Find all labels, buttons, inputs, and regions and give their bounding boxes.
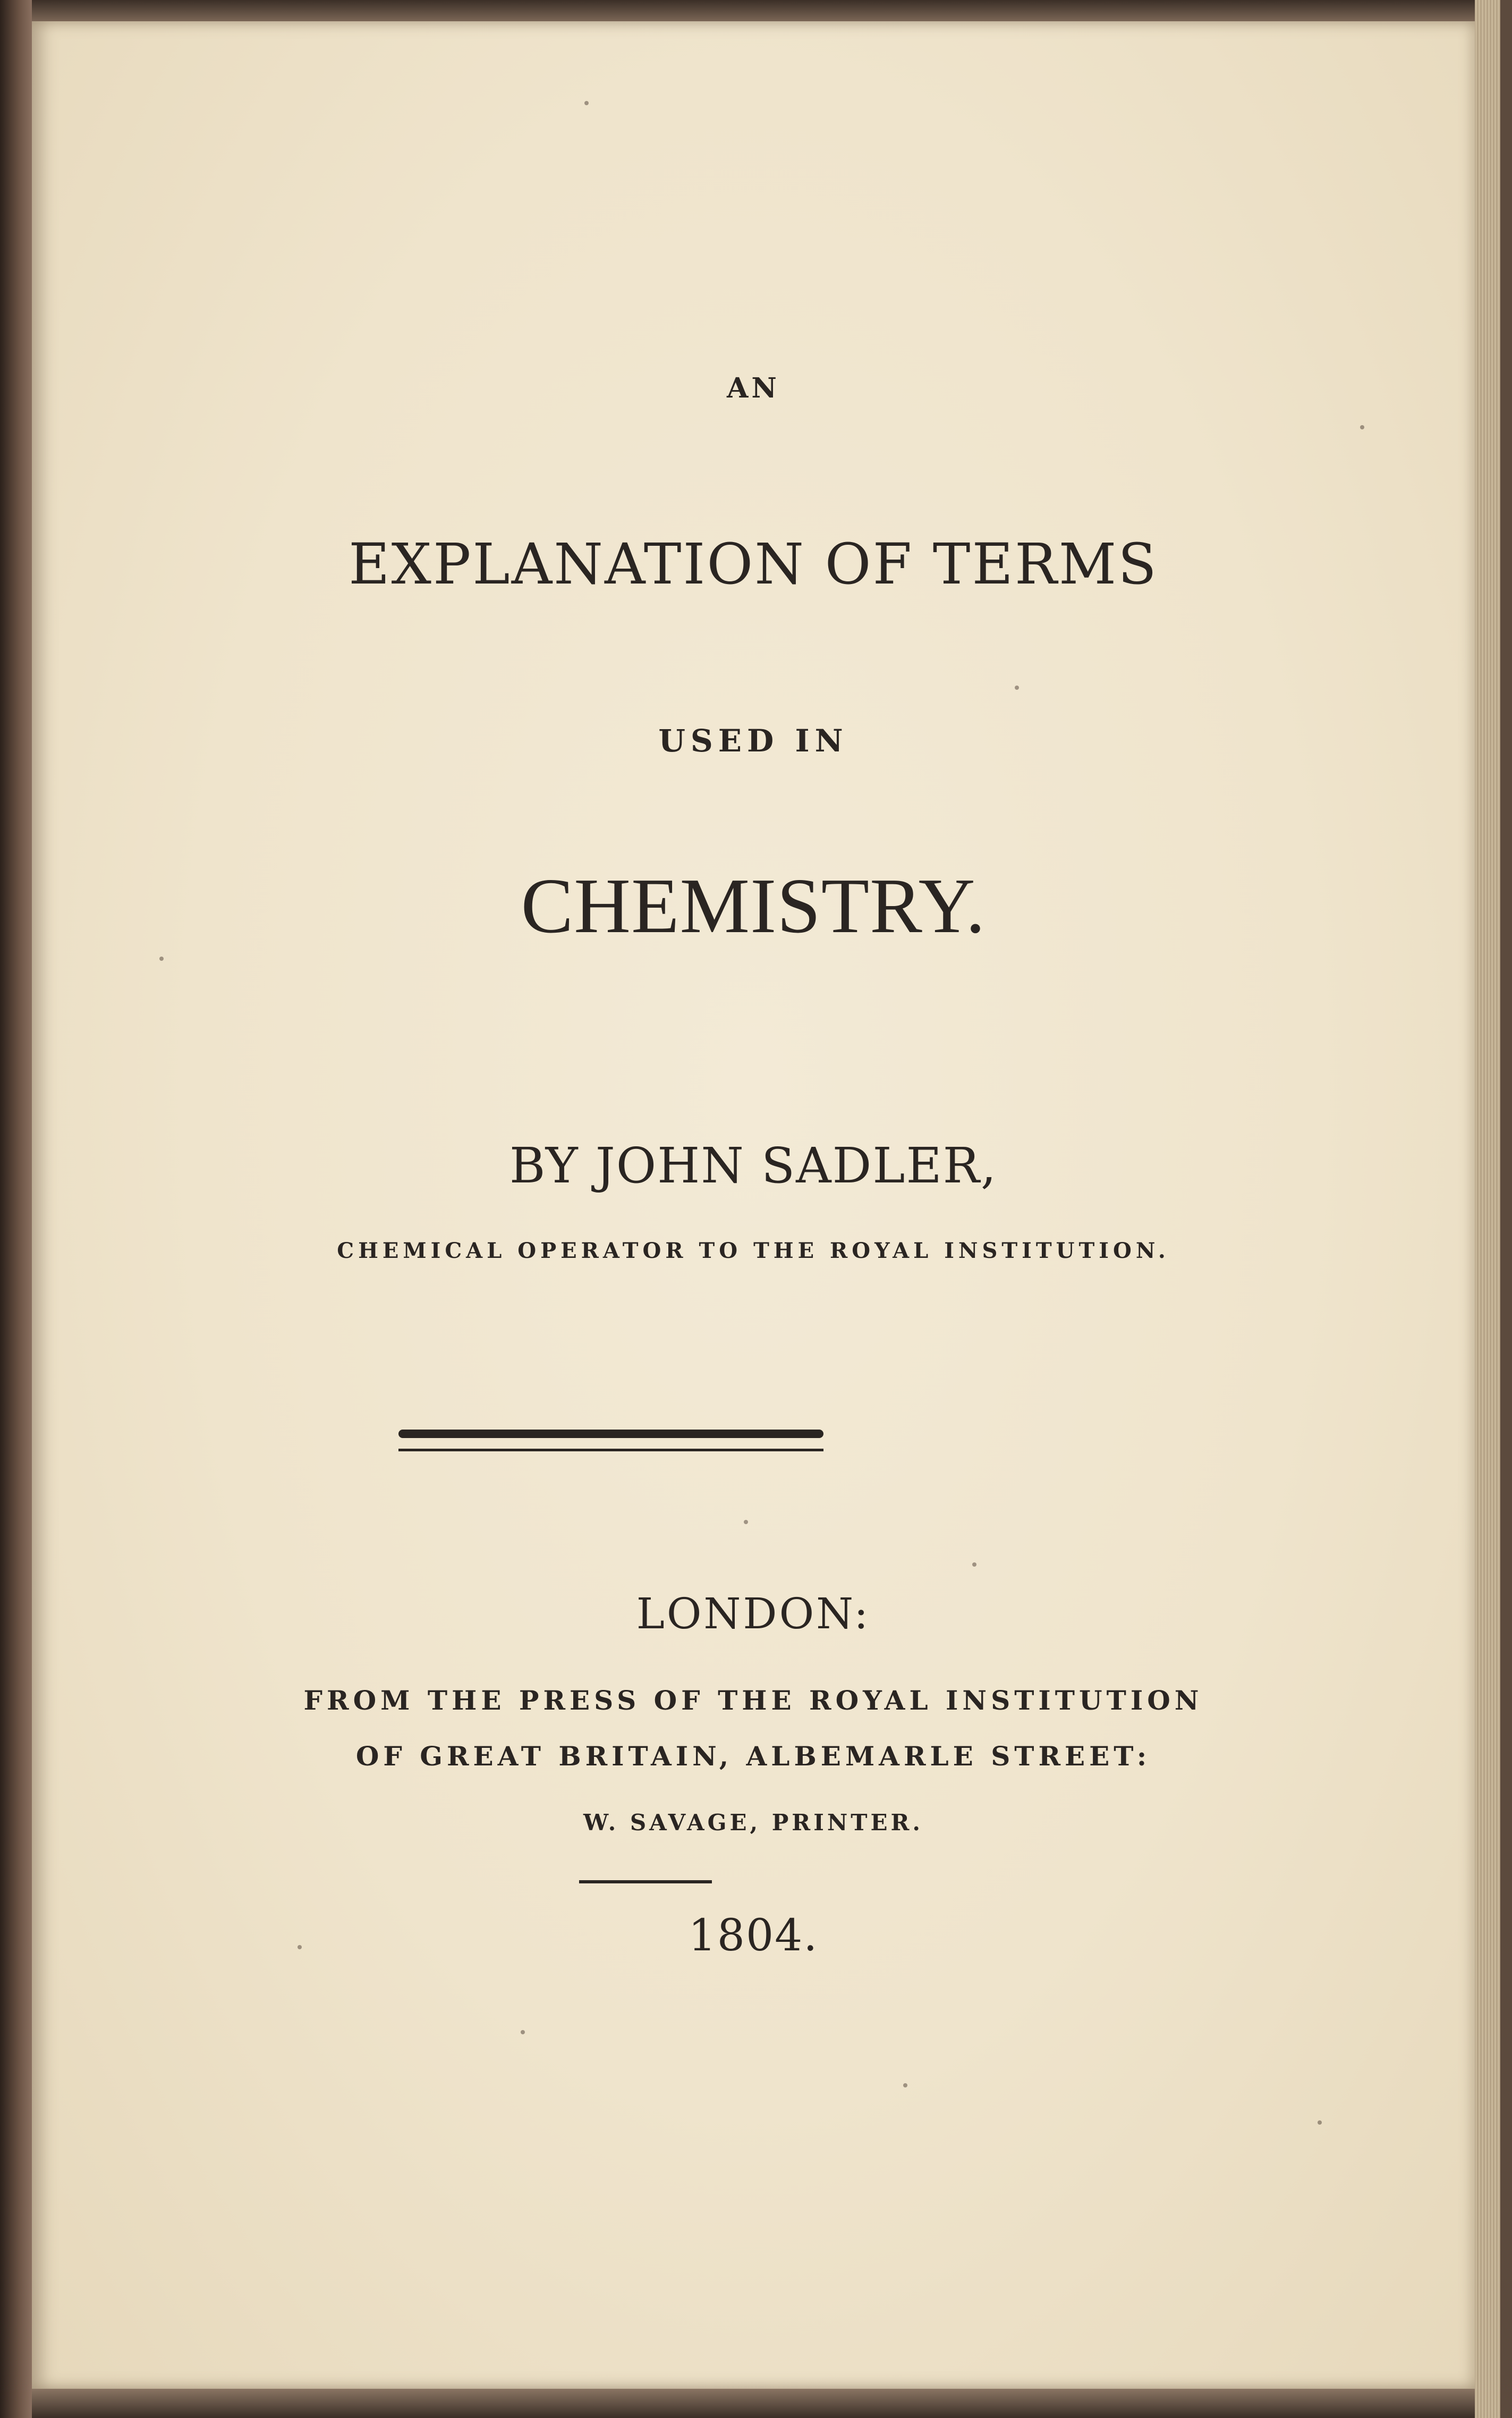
printer-line: W. SAVAGE, PRINTER. bbox=[583, 1810, 924, 1836]
book-title: EXPLANATION OF TERMS bbox=[349, 531, 1158, 597]
book-subject: CHEMISTRY. bbox=[521, 863, 986, 950]
book-binding bbox=[0, 0, 32, 2418]
double-rule-thin bbox=[398, 1449, 823, 1451]
publication-city: LONDON: bbox=[636, 1589, 871, 1638]
short-rule bbox=[579, 1880, 712, 1883]
author-role: CHEMICAL OPERATOR TO THE ROYAL INSTITUTION. bbox=[337, 1238, 1170, 1263]
publisher-line-1: FROM THE PRESS OF THE ROYAL INSTITUTION bbox=[303, 1685, 1203, 1716]
author-line: BY JOHN SADLER, bbox=[509, 1137, 998, 1194]
title-article: AN bbox=[727, 372, 780, 404]
double-rule-thick bbox=[398, 1430, 823, 1438]
book-top-edge bbox=[0, 0, 1512, 21]
publication-year: 1804. bbox=[688, 1910, 819, 1961]
page-fore-edge bbox=[1475, 0, 1512, 2418]
title-page bbox=[32, 21, 1475, 2389]
publisher-line-2: OF GREAT BRITAIN, ALBEMARLE STREET: bbox=[355, 1740, 1151, 1772]
book-bottom-edge bbox=[0, 2389, 1512, 2418]
title-connector: USED IN bbox=[658, 723, 848, 759]
